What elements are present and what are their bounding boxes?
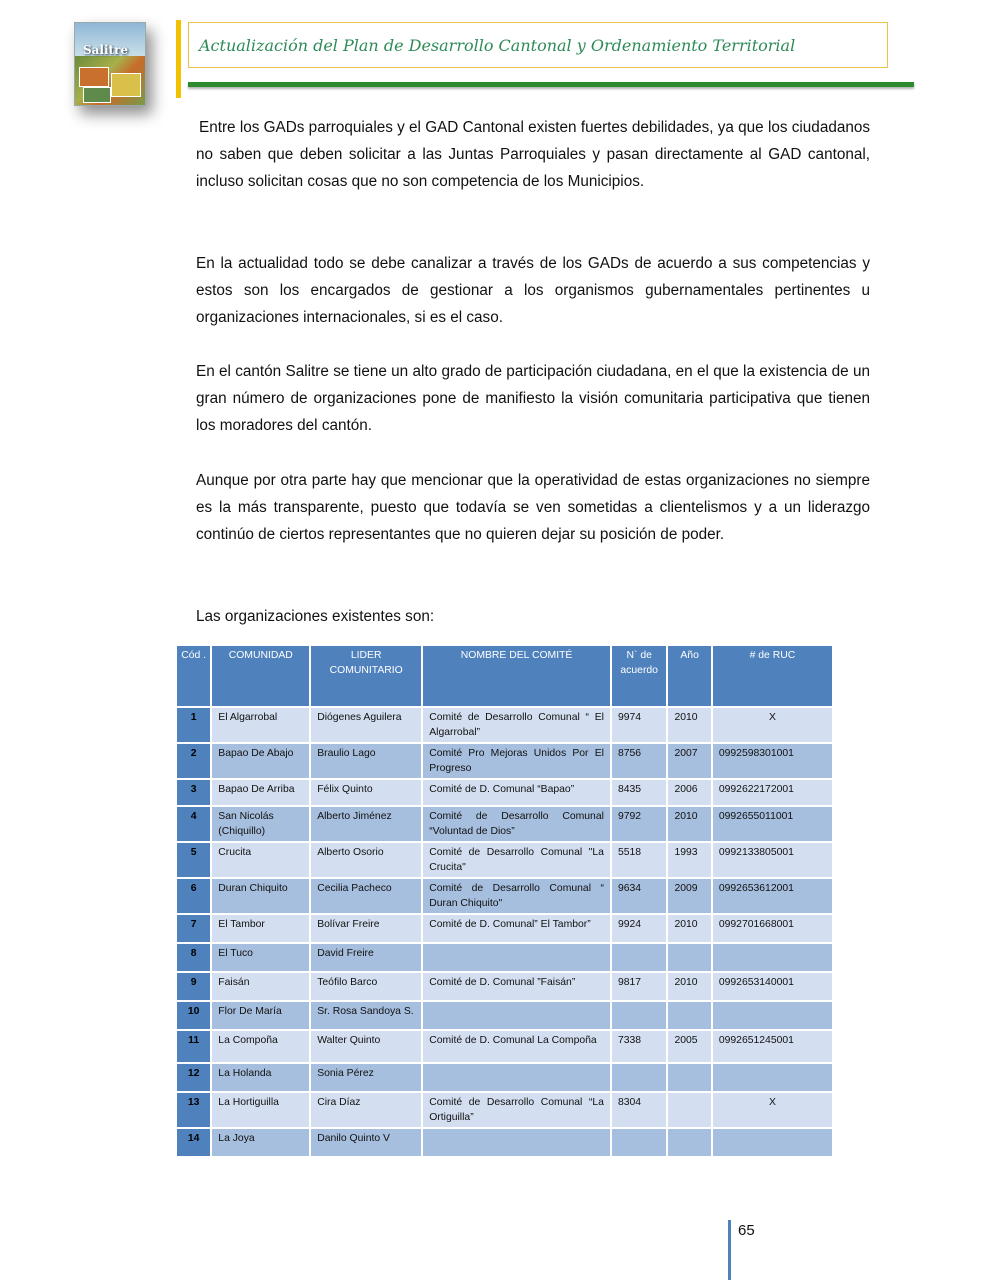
cell-acuerdo	[612, 944, 667, 971]
cell-comunidad: La Hortiguilla	[212, 1093, 309, 1127]
header-acuerdo: N` de acuerdo	[612, 646, 667, 706]
cell-ruc: 0992701668001	[713, 915, 832, 942]
cell-cod: 14	[177, 1129, 210, 1156]
cell-ruc: 0992598301001	[713, 744, 832, 778]
cell-lider: Sr. Rosa Sandoya S.	[311, 1002, 421, 1029]
cell-anio: 2007	[668, 744, 710, 778]
table-row	[177, 973, 832, 1000]
document-title: Actualización del Plan de Desarrollo Cantonal y Ordenamiento Territorial	[199, 35, 796, 55]
cell-lider: Danilo Quinto V	[311, 1129, 421, 1156]
cell-comunidad: El Tambor	[212, 915, 309, 942]
cell-anio: 2009	[668, 879, 710, 913]
cell-ruc: 0992622172001	[713, 780, 832, 805]
table-row	[177, 1064, 832, 1091]
cell-cod: 5	[177, 843, 210, 877]
cell-anio: 2010	[668, 973, 710, 1000]
header-title-box	[188, 22, 888, 68]
cell-cod: 3	[177, 780, 210, 805]
cell-comunidad: San Nicolás (Chiquillo)	[212, 807, 309, 841]
cell-acuerdo: 9924	[612, 915, 667, 942]
cell-acuerdo: 8304	[612, 1093, 667, 1127]
cell-anio	[668, 944, 710, 971]
cell-comite: Comité de D. Comunal La Compoña	[423, 1031, 610, 1062]
cell-acuerdo: 9792	[612, 807, 667, 841]
cell-anio	[668, 1064, 710, 1091]
cell-comunidad: La Holanda	[212, 1064, 309, 1091]
cell-comunidad: Crucita	[212, 843, 309, 877]
cell-cod: 11	[177, 1031, 210, 1062]
cell-comite: Comité de Desarrollo Comunal “Voluntad de Dios”	[423, 807, 610, 841]
header-anio: Año	[668, 646, 710, 706]
cell-acuerdo: 7338	[612, 1031, 667, 1062]
cell-anio: 2010	[668, 915, 710, 942]
cell-comunidad: Duran Chiquito	[212, 879, 309, 913]
cell-comunidad: Bapao De Abajo	[212, 744, 309, 778]
cell-cod: 10	[177, 1002, 210, 1029]
cell-comite	[423, 1002, 610, 1029]
table-row	[177, 780, 832, 805]
cell-cod: 8	[177, 944, 210, 971]
salitre-logo	[74, 22, 146, 106]
paragraph-5: Las organizaciones existentes son:	[196, 608, 435, 625]
cell-comite	[423, 1064, 610, 1091]
cell-ruc: 0992133805001	[713, 843, 832, 877]
cell-comunidad: El Algarrobal	[212, 708, 309, 742]
cell-ruc: X	[713, 708, 832, 742]
cell-anio: 2005	[668, 1031, 710, 1062]
cell-anio: 2010	[668, 807, 710, 841]
cell-comite: Comité de D. Comunal “Bapao”	[423, 780, 610, 805]
header-comite: NOMBRE DEL COMITÉ	[423, 646, 610, 706]
cell-cod: 6	[177, 879, 210, 913]
cell-comite: Comité de Desarrollo Comunal “ Duran Chiquito"	[423, 879, 610, 913]
cell-anio	[668, 1093, 710, 1127]
cell-ruc: 0992651245001	[713, 1031, 832, 1062]
cell-cod: 1	[177, 708, 210, 742]
cell-comunidad: Bapao De Arriba	[212, 780, 309, 805]
header-cod: Cód .	[177, 646, 210, 706]
cell-lider: Teófilo Barco	[311, 973, 421, 1000]
cell-lider: Walter Quinto	[311, 1031, 421, 1062]
table-row	[177, 708, 832, 742]
page-number-rule	[728, 1220, 731, 1280]
table-row	[177, 744, 832, 778]
cell-ruc	[713, 1129, 832, 1156]
cell-comite: Comité de D. Comunal” El Tambor”	[423, 915, 610, 942]
table-row	[177, 843, 832, 877]
cell-comunidad: El Tuco	[212, 944, 309, 971]
cell-cod: 12	[177, 1064, 210, 1091]
cell-lider: Sonia Pérez	[311, 1064, 421, 1091]
organizations-table	[175, 644, 834, 1158]
cell-acuerdo: 8756	[612, 744, 667, 778]
logo-photo-2	[111, 73, 141, 97]
cell-ruc: 0992655011001	[713, 807, 832, 841]
table-row	[177, 915, 832, 942]
table-row	[177, 807, 832, 841]
cell-cod: 2	[177, 744, 210, 778]
cell-cod: 7	[177, 915, 210, 942]
cell-lider: Alberto Jiménez	[311, 807, 421, 841]
table-row	[177, 1002, 832, 1029]
cell-acuerdo: 9817	[612, 973, 667, 1000]
paragraph-1: Entre los GADs parroquiales y el GAD Cantonal existen fuertes debilidades, ya que los ciudadanos no saben que deben solicitar a las Juntas Parroquiales y pasan directamente al GAD cantonal, incluso solicitan cosas que no son competencia de los Municipios.	[196, 119, 870, 191]
header-accent-bar	[176, 20, 181, 98]
header-lider: LIDER COMUNITARIO	[311, 646, 421, 706]
paragraph-3: En el cantón Salitre se tiene un alto grado de participación ciudadana, en el que la existencia de un gran número de organizaciones pone de manifiesto la visión comunitaria participativa que tienen los moradores del cantón.	[196, 363, 870, 435]
cell-ruc: 0992653140001	[713, 973, 832, 1000]
cell-comite: Comité de Desarrollo Comunal "La Crucita"	[423, 843, 610, 877]
cell-lider: Braulio Lago	[311, 744, 421, 778]
logo-photo-1	[79, 67, 109, 87]
cell-anio: 2010	[668, 708, 710, 742]
header-comunidad: COMUNIDAD	[212, 646, 309, 706]
cell-lider: Diógenes Aguilera	[311, 708, 421, 742]
cell-lider: Alberto Osorio	[311, 843, 421, 877]
table-row	[177, 879, 832, 913]
cell-lider: Cira Díaz	[311, 1093, 421, 1127]
cell-comunidad: Faisán	[212, 973, 309, 1000]
cell-acuerdo	[612, 1064, 667, 1091]
table-row	[177, 1031, 832, 1062]
cell-comunidad: Flor De María	[212, 1002, 309, 1029]
cell-comite	[423, 1129, 610, 1156]
cell-cod: 9	[177, 973, 210, 1000]
logo-text: Salitre	[83, 43, 129, 57]
cell-comite: Comité Pro Mejoras Unidos Por El Progreso	[423, 744, 610, 778]
cell-cod: 4	[177, 807, 210, 841]
cell-ruc	[713, 1064, 832, 1091]
cell-anio: 2006	[668, 780, 710, 805]
logo-photo-3	[83, 87, 111, 103]
table-row	[177, 1093, 832, 1127]
cell-comunidad: La Compoña	[212, 1031, 309, 1062]
cell-anio	[668, 1002, 710, 1029]
cell-lider: Cecilia Pacheco	[311, 879, 421, 913]
cell-acuerdo: 8435	[612, 780, 667, 805]
paragraph-4: Aunque por otra parte hay que mencionar que la operatividad de estas organizaciones no siempre es la más transparente, puesto que todavía se ven sometidas a clientelismos y a un liderazgo continúo de ciertos representantes que no quieren dejar su posición de poder.	[196, 472, 870, 544]
paragraph-2: En la actualidad todo se debe canalizar a través de los GADs de acuerdo a sus competencias y estos son los encargados de gestionar a los organismos gubernamentales pertinentes u organizaciones internacionales, si es el caso.	[196, 255, 870, 327]
cell-acuerdo: 9974	[612, 708, 667, 742]
table-header-row	[177, 646, 832, 706]
header-ruc: # de RUC	[713, 646, 832, 706]
cell-cod: 13	[177, 1093, 210, 1127]
cell-lider: Bolívar Freire	[311, 915, 421, 942]
cell-lider: David Freire	[311, 944, 421, 971]
cell-comite: Comité de Desarrollo Comunal “ El Algarrobal”	[423, 708, 610, 742]
cell-acuerdo	[612, 1002, 667, 1029]
cell-ruc: 0992653612001	[713, 879, 832, 913]
cell-ruc: X	[713, 1093, 832, 1127]
cell-anio: 1993	[668, 843, 710, 877]
cell-ruc	[713, 944, 832, 971]
cell-comite	[423, 944, 610, 971]
cell-comunidad: La Joya	[212, 1129, 309, 1156]
cell-anio	[668, 1129, 710, 1156]
cell-acuerdo: 9634	[612, 879, 667, 913]
cell-lider: Félix Quinto	[311, 780, 421, 805]
table-row	[177, 1129, 832, 1156]
cell-ruc	[713, 1002, 832, 1029]
cell-acuerdo	[612, 1129, 667, 1156]
cell-comite: Comité de D. Comunal ”Faisán”	[423, 973, 610, 1000]
table-row	[177, 944, 832, 971]
header-divider	[188, 82, 914, 87]
cell-acuerdo: 5518	[612, 843, 667, 877]
page-number: 65	[738, 1222, 755, 1239]
cell-comite: Comité de Desarrollo Comunal “La Ortiguilla”	[423, 1093, 610, 1127]
